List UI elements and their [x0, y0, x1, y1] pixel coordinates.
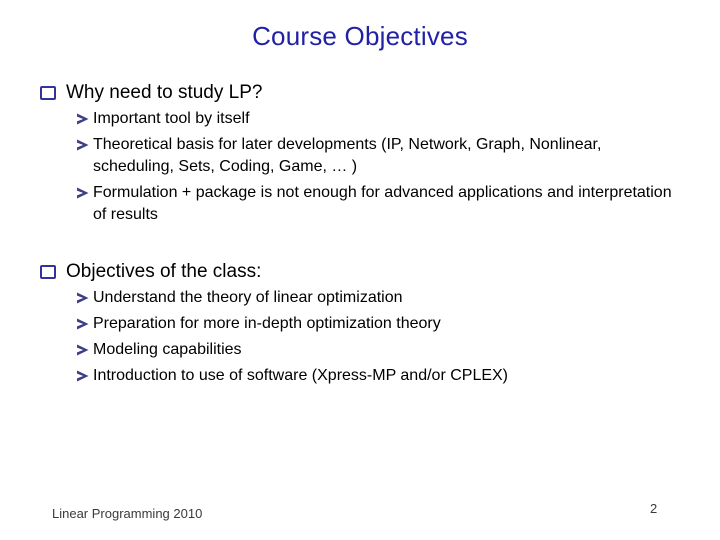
footer-text: Linear Programming 2010: [52, 506, 203, 521]
arrow-bullet-icon: [76, 139, 89, 151]
arrow-bullet-icon: [76, 318, 89, 330]
list-item: [76, 365, 690, 387]
list-item-text: Preparation for more in-depth optimization theory: [93, 315, 441, 332]
list-item-text: Theoretical basis for later developments (IP, Network, Graph, Nonlinear, scheduling, Sets, Coding, Game, … ): [93, 136, 602, 175]
list-item-text: Modeling capabilities: [93, 341, 242, 358]
bullet-heading-row: [40, 80, 690, 105]
arrow-bullet-icon: [76, 113, 89, 125]
list-item: [76, 313, 690, 335]
list-item: [76, 182, 690, 226]
list-item: [76, 339, 690, 361]
section-class-objectives: [40, 259, 690, 391]
list-item-text: Important tool by itself: [93, 110, 250, 127]
list-item-text: Introduction to use of software (Xpress-MP and/or CPLEX): [93, 367, 509, 384]
section-heading: Why need to study LP?: [66, 82, 263, 103]
list-item: [76, 287, 690, 309]
list-item: [76, 134, 690, 178]
list-item-text: Understand the theory of linear optimization: [93, 289, 403, 306]
arrow-bullet-icon: [76, 187, 89, 199]
arrow-bullet-icon: [76, 370, 89, 382]
square-bullet-icon: [40, 86, 56, 100]
list-item-text: Formulation + package is not enough for advanced applications and interpretation of results: [93, 184, 672, 223]
bullet-heading-row: [40, 259, 690, 284]
slide-title: Course Objectives: [252, 21, 468, 51]
arrow-bullet-icon: [76, 292, 89, 304]
arrow-bullet-icon: [76, 344, 89, 356]
square-bullet-icon: [40, 265, 56, 279]
page-number: 2: [650, 501, 658, 516]
sub-item-list: [76, 108, 690, 226]
section-heading: Objectives of the class:: [66, 261, 262, 282]
sub-item-list: [76, 287, 690, 387]
list-item: [76, 108, 690, 130]
section-why-study-lp: [40, 80, 690, 230]
